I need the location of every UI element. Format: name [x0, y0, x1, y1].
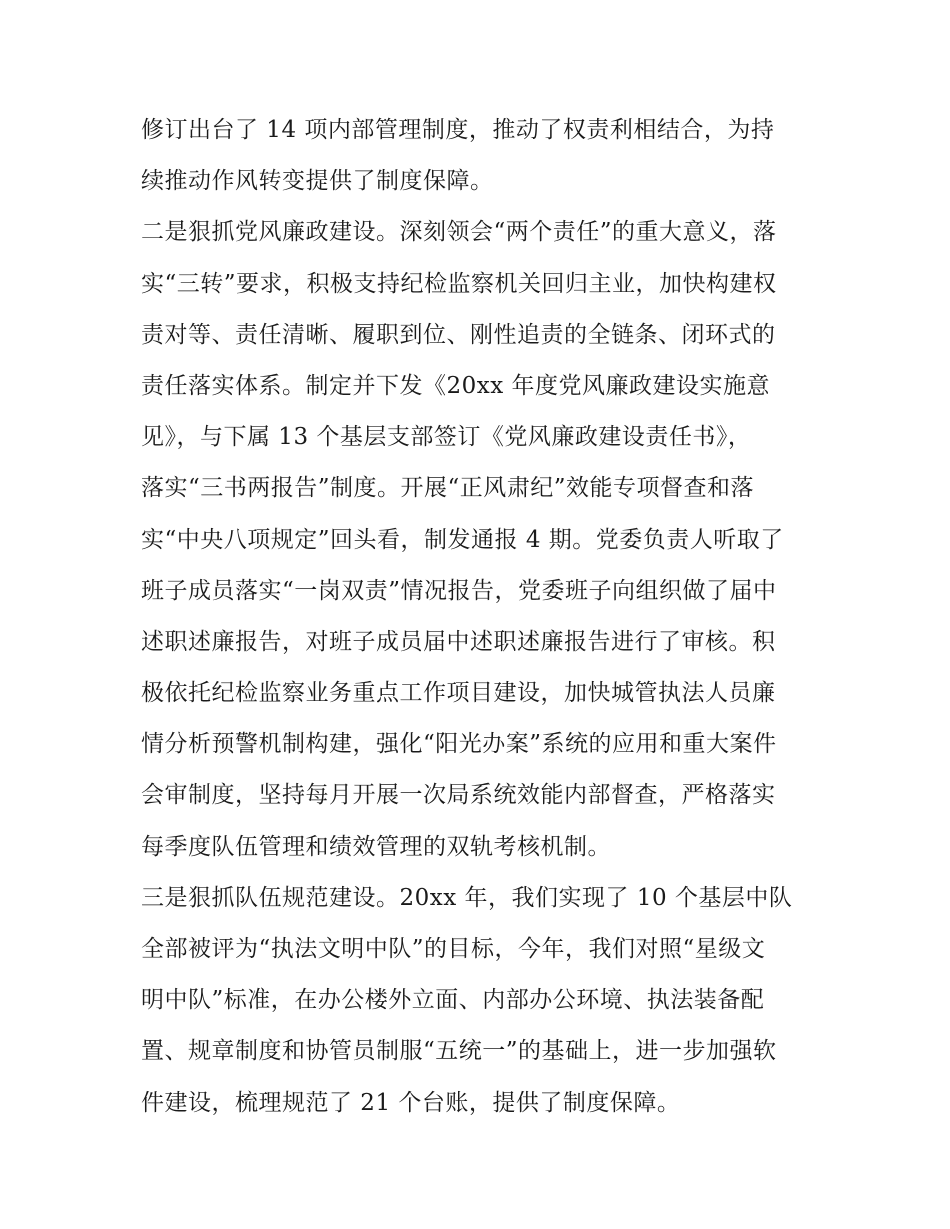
- text-line: 情分析预警机制构建，强化“阳光办案”系统的应用和重大案件: [141, 731, 777, 758]
- document-body: [141, 105, 821, 1129]
- text-line: 续推动作风转变提供了制度保障。: [141, 168, 494, 195]
- text-line: 极依托纪检监察业务重点工作项目建设，加快城管执法人员廉: [141, 680, 776, 707]
- text-line: 落实“三书两报告”制度。开展“正风肃纪”效能专项督查和落: [141, 475, 755, 502]
- text-line: 明中队”标准，在办公楼外立面、内部办公环境、执法装备配: [141, 987, 765, 1014]
- text-line: 述职述廉报告，对班子成员届中述职述廉报告进行了审核。积: [141, 628, 776, 655]
- text-line: 责对等、责任清晰、履职到位、刚性追责的全链条、闭环式的: [141, 321, 776, 348]
- text-line: 置、规章制度和协管员制服“五统一”的基础上，进一步加强软: [141, 1038, 777, 1065]
- text-line: 二是狠抓党风廉政建设。深刻领会“两个责任”的重大意义，落: [141, 219, 777, 246]
- text-line: 实“中央八项规定”回头看，制发通报 4 期。党委负责人听取了: [141, 526, 784, 553]
- text-line: 实“三转”要求，积极支持纪检监察机关回归主业，加快构建权: [141, 270, 777, 297]
- text-line: 班子成员落实“一岗双责”情况报告，党委班子向组织做了届中: [141, 577, 777, 604]
- text-line: 见》，与下属 13 个基层支部签订《党风廉政建设责任书》，: [141, 424, 752, 451]
- text-line: 责任落实体系。制定并下发《20xx 年度党风廉政建设实施意: [141, 372, 771, 399]
- text-line: 三是狠抓队伍规范建设。20xx 年，我们实现了 10 个基层中队: [141, 884, 793, 911]
- text-line: 会审制度，坚持每月开展一次局系统效能内部督查，严格落实: [141, 782, 776, 809]
- text-line: 修订出台了 14 项内部管理制度，推动了权责利相结合，为持: [141, 117, 775, 143]
- text-line: 每季度队伍管理和绩效管理的双轨考核机制。: [141, 833, 611, 860]
- text-line: 件建设，梳理规范了 21 个台账，提供了制度保障。: [141, 1089, 681, 1116]
- text-line: 全部被评为“执法文明中队”的目标，今年，我们对照“星级文: [141, 936, 766, 962]
